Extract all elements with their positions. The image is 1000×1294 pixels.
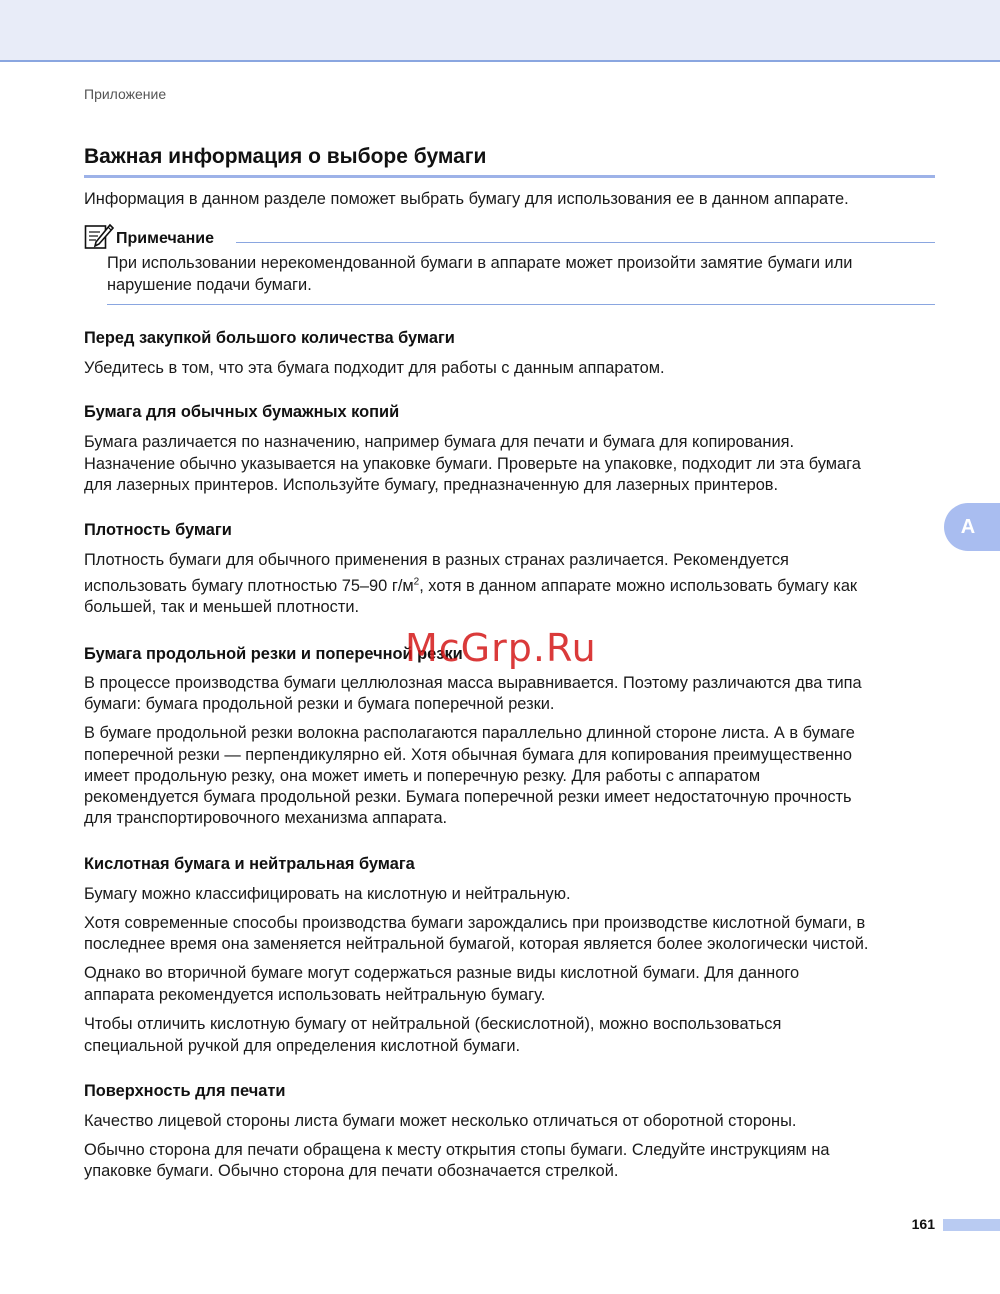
running-head: Приложение bbox=[84, 86, 167, 102]
paragraph-acid-line: Бумагу можно классифицировать на кислотную и нейтральную. bbox=[84, 885, 571, 903]
top-header-band bbox=[0, 0, 1000, 62]
section-heading-surface: Поверхность для печати bbox=[84, 1082, 286, 1100]
paragraph-grain-line: В бумаге продольной резки волокна располагаются параллельно длинной стороне листа. А в бумаге bbox=[84, 724, 855, 742]
paragraph-plain-line: Бумага различается по назначению, например бумага для печати и бумага для копирования. bbox=[84, 433, 795, 451]
paragraph-acid-line: последнее время она заменяется нейтральной бумагой, которая является более экологически чистой. bbox=[84, 935, 869, 953]
paragraph-acid-line: Однако во вторичной бумаге могут содержаться разные виды кислотной бумаги. Для данного bbox=[84, 964, 800, 982]
page-number: 161 bbox=[911, 1216, 935, 1232]
page-title: Важная информация о выборе бумаги bbox=[84, 145, 487, 168]
paragraph-acid-line: Хотя современные способы производства бумаги зарождались при производстве кислотной бумаги, в bbox=[84, 914, 866, 932]
paragraph-surface-line: упаковке бумаги. Обычно сторона для печати обозначается стрелкой. bbox=[84, 1162, 619, 1180]
paragraph-plain-line: Назначение обычно указывается на упаковке бумаги. Проверьте на упаковке, подходит ли эта бумага bbox=[84, 455, 861, 473]
note-top-rule bbox=[236, 242, 935, 243]
section-heading-plain: Бумага для обычных бумажных копий bbox=[84, 403, 400, 421]
paragraph-bulk: Убедитесь в том, что эта бумага подходит для работы с данным аппаратом. bbox=[84, 359, 665, 377]
note-bottom-rule bbox=[107, 304, 935, 305]
paragraph-weight-line bbox=[84, 576, 944, 598]
page-number-bar bbox=[943, 1219, 1000, 1231]
section-heading-bulk: Перед закупкой большого количества бумаги bbox=[84, 329, 455, 347]
paragraph-plain-line: для лазерных принтеров. Используйте бумагу, предназначенную для лазерных принтеров. bbox=[84, 476, 779, 494]
paragraph-weight-line: Плотность бумаги для обычного применения в разных странах различается. Рекомендуется bbox=[84, 551, 789, 569]
section-heading-weight: Плотность бумаги bbox=[84, 521, 232, 539]
paragraph-grain-line: поперечной резки — перпендикулярно ей. Хотя обычная бумага для копирования преимущественно bbox=[84, 746, 853, 764]
paragraph-acid-line: Чтобы отличить кислотную бумагу от нейтральной (бескислотной), можно воспользоваться bbox=[84, 1015, 782, 1033]
watermark: McGrp.Ru bbox=[405, 626, 597, 670]
title-underline bbox=[84, 175, 935, 178]
weight-text: использовать бумагу плотностью 75–90 г/м bbox=[84, 577, 414, 595]
weight-text: , хотя в данном аппарате можно использовать бумагу как bbox=[419, 577, 858, 595]
paragraph-surface-line: Обычно сторона для печати обращена к месту открытия стопы бумаги. Следуйте инструкциям на bbox=[84, 1141, 830, 1159]
paragraph-grain-line: для транспортировочного механизма аппарата. bbox=[84, 809, 448, 827]
weight-superscript: 2 bbox=[413, 576, 420, 588]
paragraph-surface-line: Качество лицевой стороны листа бумаги может несколько отличаться от оборотной стороны. bbox=[84, 1112, 797, 1130]
note-pencil-icon bbox=[84, 223, 114, 251]
paragraph-acid-line: специальной ручкой для определения кислотной бумаги. bbox=[84, 1037, 521, 1055]
note-label: Примечание bbox=[116, 230, 215, 247]
paragraph-weight-line: большей, так и меньшей плотности. bbox=[84, 598, 360, 616]
section-heading-grain: Бумага продольной резки и поперечной резки bbox=[84, 645, 463, 663]
paragraph-grain-line: В процессе производства бумаги целлюлозная масса выравнивается. Поэтому различаются два типа bbox=[84, 674, 862, 692]
note-text: При использовании нерекомендованной бумаги в аппарате может произойти замятие бумаги или нарушение подачи бумаги. bbox=[107, 254, 853, 294]
paragraph-grain-line: имеет продольную резку, она может иметь и поперечную резку. Для работы с аппаратом bbox=[84, 767, 761, 785]
intro-paragraph: Информация в данном разделе поможет выбрать бумагу для использования ее в данном аппарате. bbox=[84, 190, 849, 208]
paragraph-grain-line: рекомендуется бумага продольной резки. Бумага поперечной резки имеет недостаточную прочность bbox=[84, 788, 852, 806]
appendix-side-tab: A bbox=[944, 503, 1000, 551]
paragraph-grain-line: бумаги: бумага продольной резки и бумага поперечной резки. bbox=[84, 695, 555, 713]
section-heading-acid: Кислотная бумага и нейтральная бумага bbox=[84, 855, 415, 873]
paragraph-acid-line: аппарата рекомендуется использовать нейтральную бумагу. bbox=[84, 986, 546, 1004]
